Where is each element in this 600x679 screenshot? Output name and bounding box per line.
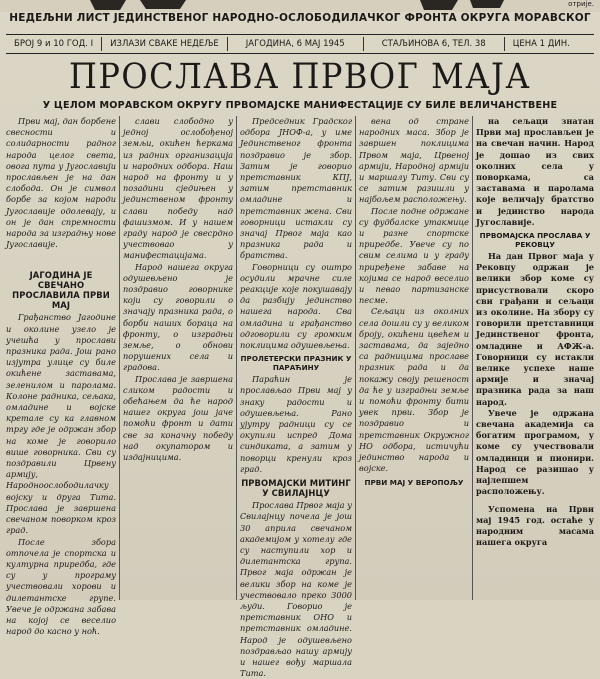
- col2-paragraph-1: слави слободно у једној ослобођеној земљи, окићен ћеркама из радних организација и народних одбора. Наш народ на фронту и у позадини сједињен у јединственом фронту слави победу над фашизмом. И у нашем граду народ је свесрдно учествовао у манифестацијама.: [123, 116, 233, 261]
- col4-paragraph-2: После подне одржане су фудбалске утакмице и разне спортске приредбе. Увече су по свим селима и у граду приређене забаве на којима се народ веселио и певао партизанске песме.: [359, 205, 469, 306]
- col3-paragraph-3: Параћин је прослављао Први мај у знаку радости и одушевљења. Рано ујутру радници су се окупили испред Дома синдиката, а затим у поворци кренули кроз град.: [240, 374, 352, 474]
- col2-paragraph-3: Прослава је завршена сликом радости и обећањем да ће народ нашег округа још јаче помоћи фронт и дати све за коначну победу над окупатором и издајницима.: [123, 373, 233, 463]
- col4-paragraph-1: вена од стране народних маса. Збор је завршен поклицима Првом маја, Црвеној армији, Народној армији и маршалу Титу. Сви су се затим разишли у најбољем расположењу.: [359, 116, 469, 205]
- main-subhead: У ЦЕЛОМ МОРАВСКОМ ОКРУГУ ПРВОМАЈСКЕ МАНИФЕСТАЦИЈЕ СУ БИЛЕ ВЕЛИЧАНСТВЕНЕ: [42, 100, 558, 111]
- col4-paragraph-3: Сељаци из околних села дошли су у великом броју, окићени цвећем и заставама, да заједно са радницима прославе празник рада и да покажу своју решеност да ће у изградњи земље и помоћи фронту бити увек први. Збор је поздравио и претставник Окружног НО одбора, истичући јединство народа и војске.: [359, 306, 469, 474]
- column-3: [240, 116, 352, 679]
- col3-heading-1: ПРОЛЕТЕРСКИ ПРАЗНИК У ПАРАЋИНУ: [240, 354, 352, 373]
- col1-paragraph-2: Грађанство Јагодине и околине узело је учешћа у прослави празника рада. Још рано изјутра улице су биле окићене заставама, зеленилом и паролама. Колоне радника, сељака, омладине и војске кретале су ка главном тргу где је одржан збор на коме је говорило више говорника. Сви су поздравили Црвену армију, Народноослободилачку војску и друга Тита. Прослава је завршена свечаном поворком кроз град.: [6, 312, 116, 536]
- column-divider: [472, 116, 473, 600]
- issue-price: ЦЕНА 1 ДИН.: [512, 39, 570, 49]
- col1-heading-1: ЈАГОДИНА ЈЕ СВЕЧАНО ПРОСЛАВИЛА ПРВИ МАЈ: [12, 270, 110, 311]
- column-2: [123, 116, 233, 600]
- issue-info-bar: [6, 36, 594, 52]
- col5-paragraph-4: Успомена на Први мај 1945 год. остаће у народним масама нашега округа: [476, 503, 594, 548]
- col1-paragraph-1: Први мај, дан борбене свесности и солидарности радног народа целог света, овога пута у Југославији прослављен је на дан слобода. Он је символ борбе за којом народи Југославије одолевају, и он је дан спремности народа за изградњу нове Југославије.: [6, 116, 116, 250]
- issue-number: БРОЈ 9 и 10 ГОД. I: [6, 37, 102, 51]
- column-divider: [119, 116, 120, 600]
- col3-paragraph-2: Говорници су оштро осудили мрачне силе реакције које покушавају да разбију јединство нашега народа. Сва омладина и грађанство одговорили су громким поклицима одушевљења.: [240, 261, 352, 351]
- col5-heading-1: ПРВОМАЈСКА ПРОСЛАВА У РЕКОВЦУ: [479, 231, 591, 250]
- col5-paragraph-1: на сељаци знатан Први мај прослављен је на свечан начин. Народ је дошао из свих околних села у поворкама, са заставама и паролама које величају братство и јединство народа Југославије.: [476, 116, 594, 227]
- issue-address: СТАЉИНОВА 6, ТЕЛ. 38: [364, 37, 505, 51]
- infobar-rule: [6, 53, 594, 54]
- col4-heading-1: ПРВИ МАЈ У ВЕРОПОЉУ: [364, 477, 464, 487]
- masthead-rule: [6, 34, 594, 35]
- column-4: [359, 116, 469, 600]
- col1-paragraph-3: После збора отпочела је спортска и културна приредба, где су у програму учествовали хорови и дилетантске групе. Увече је одржана забава на којој се веселио народ до касно у ноћ.: [6, 536, 116, 637]
- col5-paragraph-2: На дан Првог маја у Рековцу одржан је велики збор коме су присуствовали скоро сви грађани и сељаци из околине. На збору су говорили претставници Јединственог фронта, омладине и АФЖ-а. Говорници су истакли велике успехе наше армије и значај празника рада за наш народ.: [476, 251, 594, 407]
- col3-paragraph-4: Прослава Првог маја у Свилајнцу почела је још 30 априла свечаном академијом у хотелу где су наступили хор и дилетантска група. Првог маја одржан је велики збор на коме је учествовало преко 3000 људи. Говорио је претставник ОНО и претставник омладине. Народ је одушевљено поздрављао нашу армију и нашег вођу маршала Тита.: [240, 500, 352, 679]
- masthead-subtitle: НЕДЕЉНИ ЛИСТ ЈЕДИНСТВЕНОГ НАРОДНО-ОСЛОБОДИЛАЧКОГ ФРОНТА ОКРУГА МОРАВСКОГ: [9, 12, 591, 24]
- col5-paragraph-3: Увече је одржана свечана академија са богатим програмом, у коме су учествовали омладинци и пионири. Народ се разишао у најлепшем расположењу.: [476, 407, 594, 497]
- main-headline: ПРОСЛАВА ПРВОГ МАЈА: [68, 55, 532, 97]
- corner-stamp: отрије.: [568, 0, 594, 8]
- column-5: [476, 116, 594, 600]
- issue-frequency: ИЗЛАЗИ СВАКЕ НЕДЕЉЕ: [102, 37, 228, 51]
- column-divider: [355, 116, 356, 600]
- masthead-logo-icon: [0, 0, 600, 12]
- col3-paragraph-1: Председник Градског одбора ЈНОФ-а, у име Јединственог фронта поздравио је збор. Затим је говорио претставник КПЈ, затим претставник омладине и претставник жена. Сви говорници истакли су значај Првог маја као празника рада и братства.: [240, 116, 352, 261]
- column-divider: [236, 116, 237, 600]
- issue-place-date: ЈАГОДИНА, 6 МАЈ 1945: [228, 37, 364, 51]
- col3-heading-2: ПРВОМАЈСКИ МИТИНГ У СВИЛАЈНЦУ: [241, 478, 351, 499]
- col2-paragraph-2: Народ нашега округа одушевљено је поздравио говорнике који су говорили о значају празника рада, о борби наших бораца на фронту, о изградњи земље, о обнови порушених села и градова.: [123, 261, 233, 373]
- column-1: [6, 116, 116, 637]
